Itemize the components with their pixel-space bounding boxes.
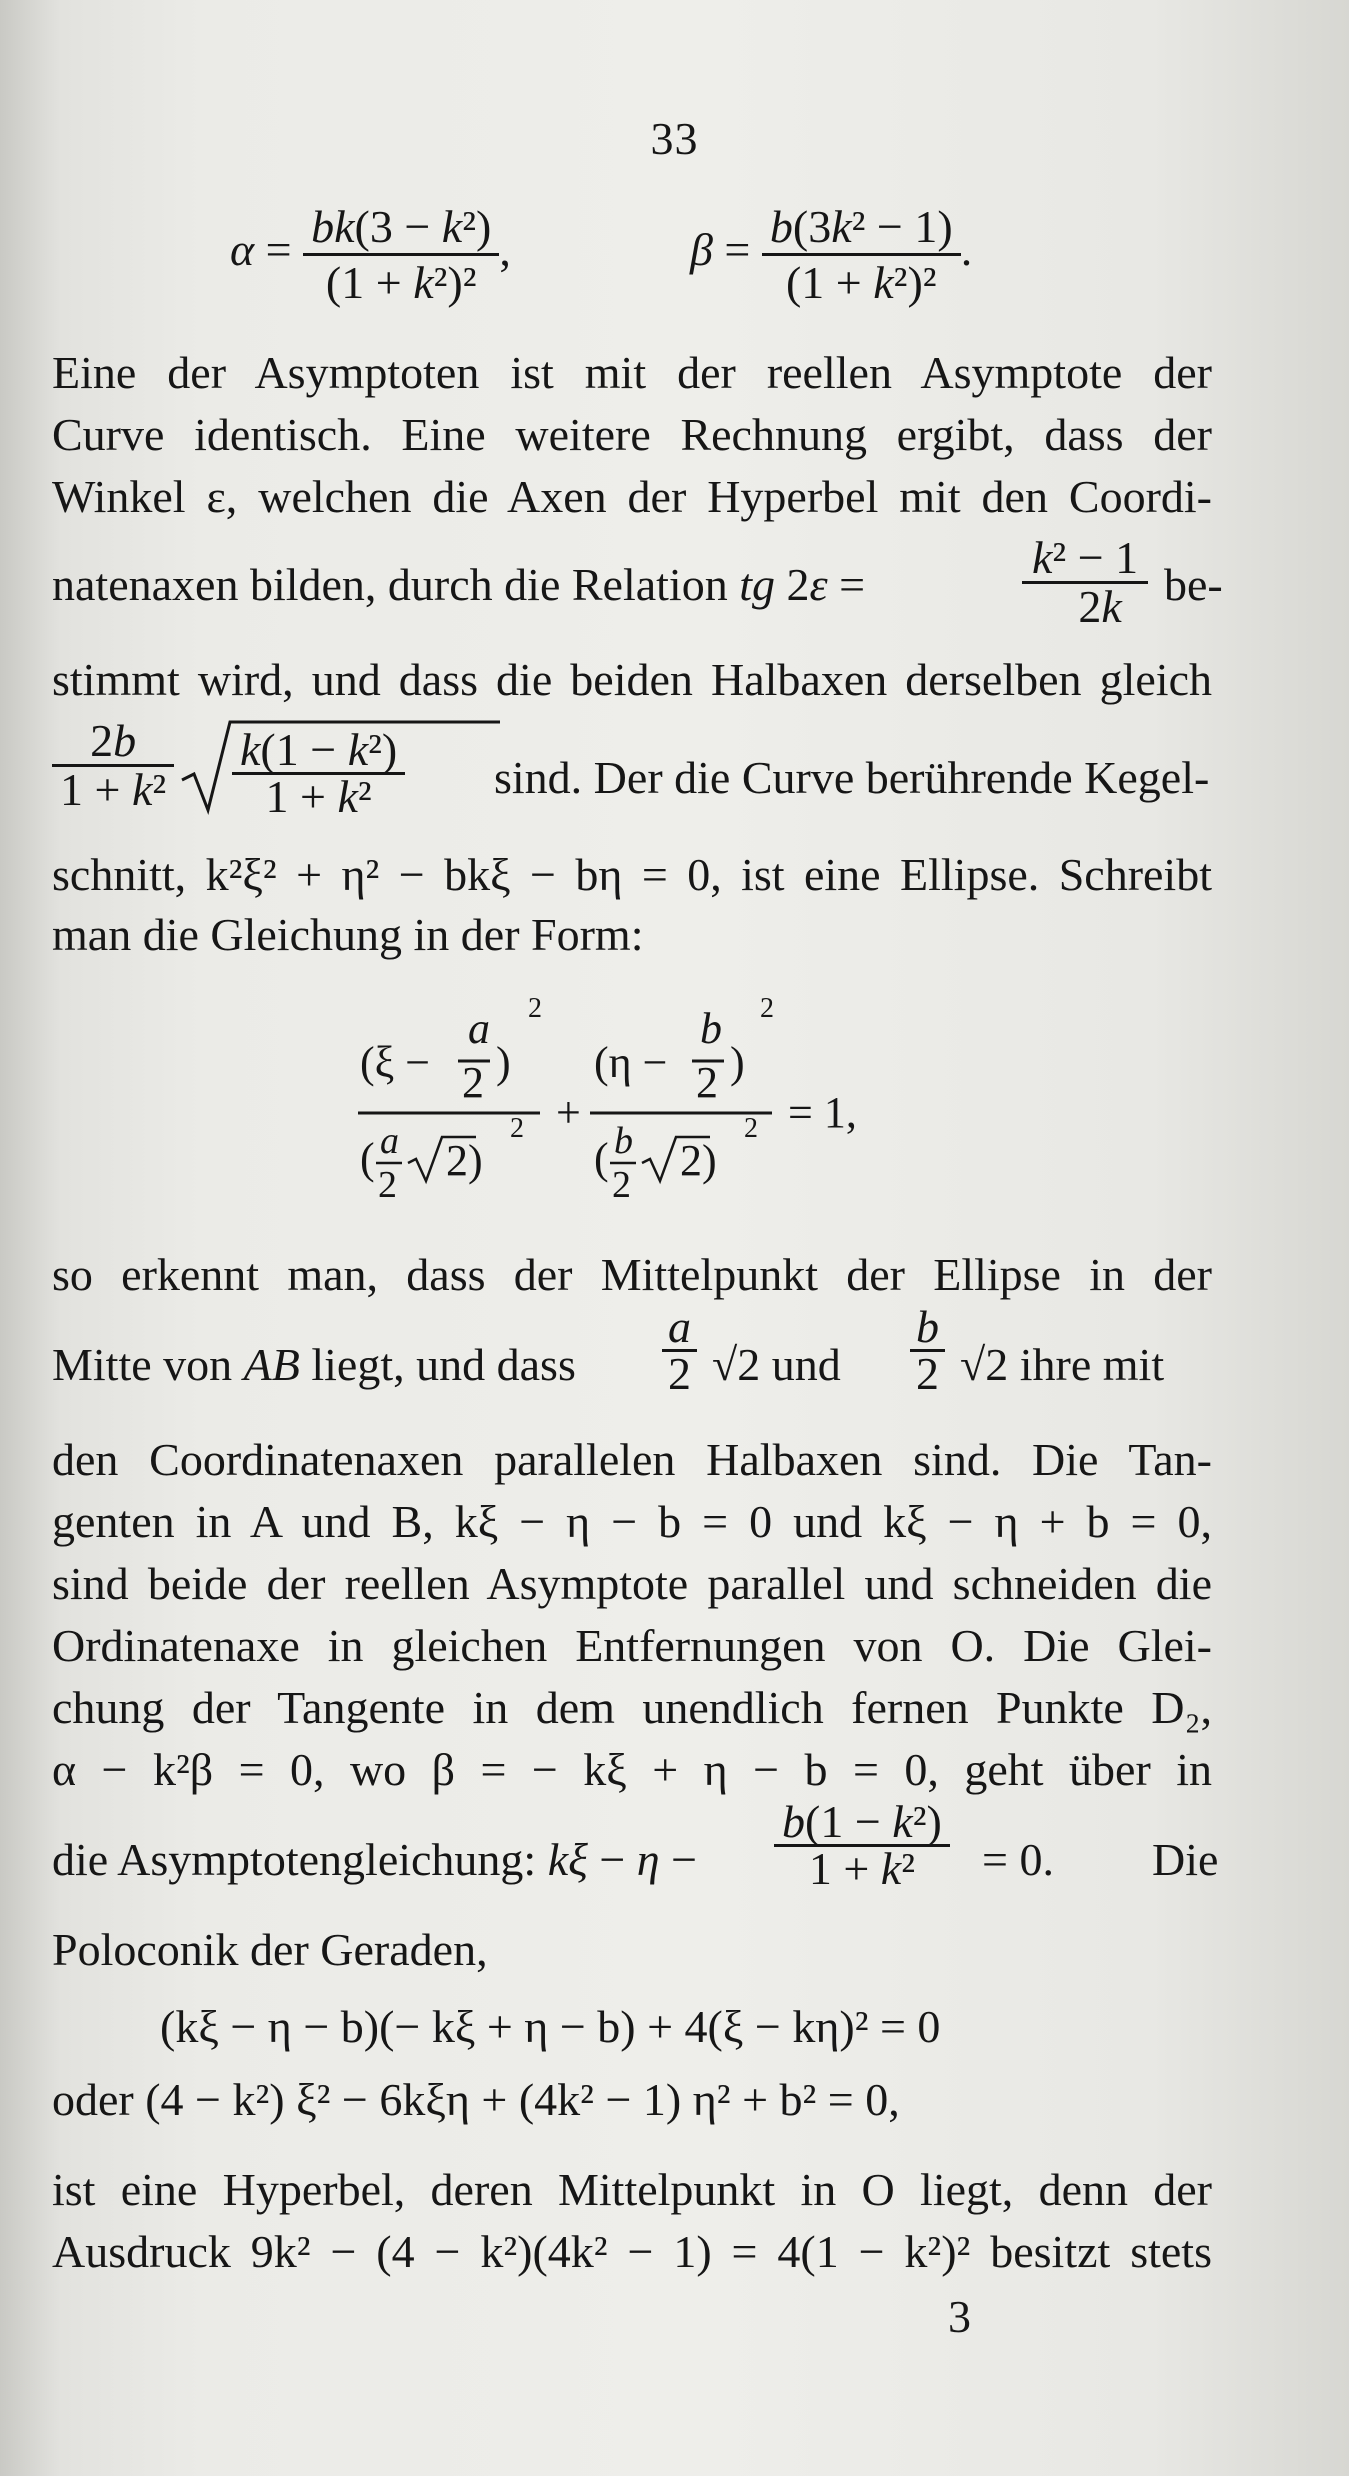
svg-text:2: 2 <box>462 1058 484 1107</box>
svg-text:2: 2 <box>510 1113 524 1144</box>
page-number-bottom: 3 <box>948 2291 971 2342</box>
text-line-12: genten in A und B, kξ − η − b = 0 und kξ − η + b = 0, <box>52 1496 1212 1547</box>
text-line-3: Winkel ε, welchen die Axen der Hyperbel mit den Coordi- <box>52 471 1212 522</box>
text-line-19: oder (4 − k²) ξ² − 6kξη + (4k² − 1) η² + b² = 0, <box>52 2074 900 2125</box>
svg-text:2): 2) <box>446 1136 483 1185</box>
svg-text:a: a <box>468 1004 490 1053</box>
poloconic-formula: (kξ − η − b)(− kξ + η − b) + 4(ξ − kη)² = 0 <box>160 2001 941 2052</box>
text-line-1: Eine der Asymptoten ist mit der reellen Asymptote der <box>52 347 1212 398</box>
svg-text:2: 2 <box>378 1164 397 1206</box>
text-line-8: man die Gleichung in der Form: <box>52 909 644 960</box>
text-line-9: so erkennt man, dass der Mittelpunkt der Ellipse in der <box>52 1249 1212 1300</box>
svg-text:(: ( <box>594 1134 609 1183</box>
text-line-20: ist eine Hyperbel, deren Mittelpunkt in O liegt, denn der <box>52 2164 1212 2215</box>
svg-text:(ξ −: (ξ − <box>360 1038 431 1087</box>
text-line-2: Curve identisch. Eine weitere Rechnung ergibt, dass der <box>52 409 1212 460</box>
text-line-4: natenaxen bilden, durch die Relation tg 2ε = $\frac{\text{k² − 1}}{2k}$ be- <box>52 532 1223 632</box>
svg-text:(η −: (η − <box>594 1038 668 1087</box>
text-line-6: $\frac{2b}{\text{1 + k²}}$ $\frac{\text{k(1 − k²)}}{\text{1 + k²}}$ sind. Der die Curve berührende Kegel- <box>52 718 1212 828</box>
text-line-11: den Coordinatenaxen parallelen Halbaxen sind. Die Tan- <box>52 1434 1212 1485</box>
text-line-21: Ausdruck 9k² − (4 − k²)(4k² − 1) = 4(1 − k²)² besitzt stets <box>52 2226 1212 2277</box>
svg-text:2: 2 <box>696 1058 718 1107</box>
text-line-10: Mitte von AB liegt, und dass $\frac{a}{2}$ √2 und $\frac{b}{2}$ √2 ihre mit <box>52 1301 1165 1399</box>
svg-text:2: 2 <box>612 1164 631 1206</box>
text-line-15: chung der Tangente in dem unendlich fernen Punkte D₂, <box>52 1682 1212 1733</box>
svg-text:2): 2) <box>680 1136 717 1185</box>
svg-text:b: b <box>614 1120 633 1162</box>
svg-text:a: a <box>380 1120 399 1162</box>
svg-text:2: 2 <box>528 993 542 1024</box>
page-number-top: 33 <box>650 113 699 164</box>
svg-text:2: 2 <box>760 993 774 1024</box>
text-line-14: Ordinatenaxe in gleichen Entfernungen von O. Die Glei- <box>52 1620 1212 1671</box>
ellipse-formula <box>350 985 910 1215</box>
svg-text:(: ( <box>360 1134 375 1183</box>
svg-text:): ) <box>496 1038 511 1087</box>
formula-alpha: α = $\frac{\text{bk(3 − k²)}}{\text{(1 + k²)²}}$ , <box>230 201 511 308</box>
text-line-5: stimmt wird, und dass die beiden Halbaxen derselben gleich <box>52 654 1212 705</box>
text-line-13: sind beide der reellen Asymptote parallel und schneiden die <box>52 1558 1212 1609</box>
text-line-7: schnitt, k²ξ² + η² − bkξ − bη = 0, ist eine Ellipse. Schreibt <box>52 849 1212 900</box>
svg-text:): ) <box>730 1038 745 1087</box>
text-line-18: Poloconik der Geraden, <box>52 1924 488 1975</box>
svg-text:+: + <box>556 1088 581 1137</box>
formula-beta: β = $\frac{\text{b(3k² − 1)}}{\text{(1 + k²)²}}$ . <box>690 201 973 308</box>
text-line-16: α − k²β = 0, wo β = − kξ + η − b = 0, geht über in <box>52 1744 1212 1795</box>
text-line-17: die Asymptotengleichung: kξ − η − $\frac{\text{b(1 − k²)}}{\text{1 + k²}}$ = 0. Die <box>52 1796 1219 1894</box>
svg-text:2: 2 <box>744 1113 758 1144</box>
svg-text:b: b <box>700 1004 722 1053</box>
svg-text:= 1,: = 1, <box>788 1088 857 1137</box>
